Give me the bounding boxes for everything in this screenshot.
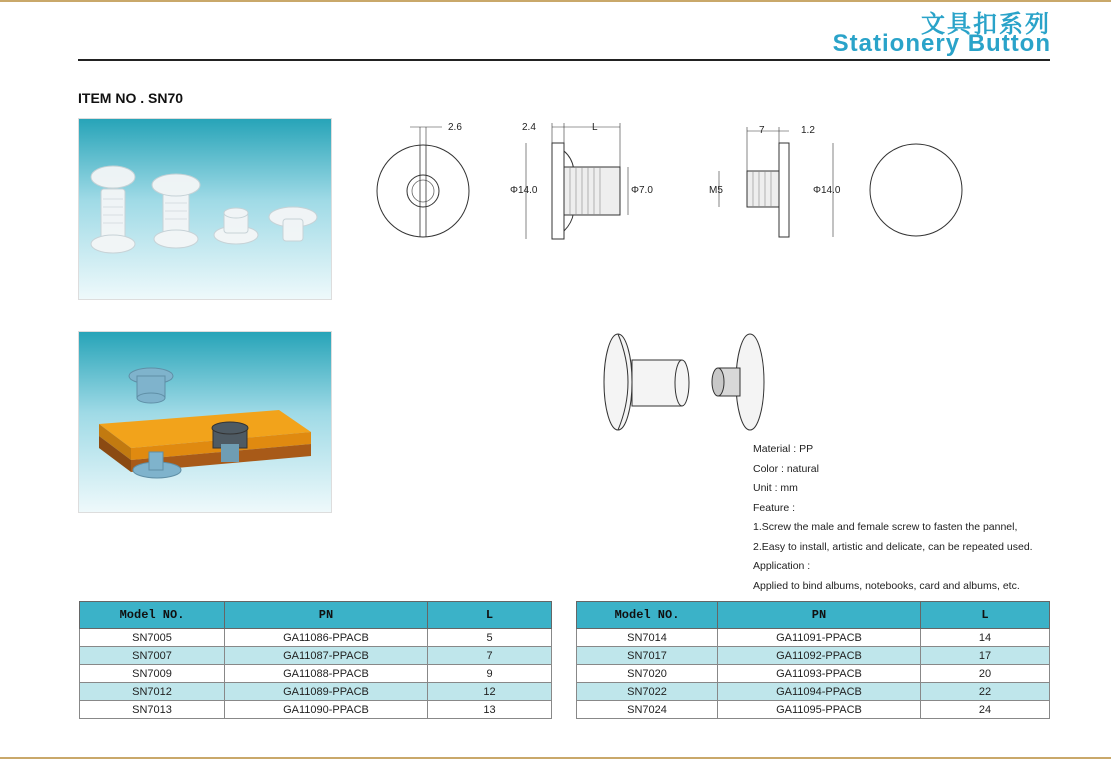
- table-row: [80, 629, 552, 647]
- product-photo: [78, 118, 332, 300]
- cell-l: 20: [921, 665, 1050, 683]
- front-dim-label: 2.6: [448, 122, 462, 133]
- side-dim-shank-diameter: Φ7.0: [631, 185, 653, 196]
- cell-pn: GA11087-PPACB: [225, 647, 428, 665]
- model-table-left: [79, 601, 552, 719]
- cell-model: SN7020: [577, 665, 718, 683]
- cell-l: 12: [428, 683, 552, 701]
- male-dim-head: 1.2: [801, 125, 815, 136]
- table-row: [80, 665, 552, 683]
- cell-pn: GA11093-PPACB: [718, 665, 921, 683]
- feature-title: Feature :: [753, 501, 796, 514]
- header-l: L: [921, 602, 1050, 629]
- material-text: Material : PP: [753, 443, 814, 455]
- cell-l: 22: [921, 683, 1050, 701]
- application-title: Application :: [753, 560, 811, 572]
- cell-model: SN7005: [80, 629, 225, 647]
- cell-pn: GA11091-PPACB: [718, 629, 921, 647]
- header-model: Model NO.: [80, 602, 225, 629]
- cell-pn: GA11092-PPACB: [718, 647, 921, 665]
- cell-l: 9: [428, 665, 552, 683]
- header-pn: PN: [718, 602, 921, 629]
- cell-l: 13: [428, 701, 552, 719]
- male-dim-head-diameter: Φ14.0: [813, 185, 841, 196]
- bottom-border: [0, 757, 1111, 759]
- cell-pn: GA11095-PPACB: [718, 701, 921, 719]
- table-row: [577, 683, 1050, 701]
- side-view-drawing: [510, 115, 670, 245]
- table-row: [80, 647, 552, 665]
- cell-pn: GA11088-PPACB: [225, 665, 428, 683]
- male-dim-thread: M5: [709, 185, 723, 196]
- cell-model: SN7022: [577, 683, 718, 701]
- screw-3d-rendering: [600, 330, 780, 440]
- cell-l: 17: [921, 647, 1050, 665]
- cell-pn: GA11090-PPACB: [225, 701, 428, 719]
- feature-1: 1.Screw the male and female screw to fasten the pannel,: [753, 521, 1018, 533]
- side-dim-head: 2.4: [522, 122, 536, 133]
- header-model: Model NO.: [577, 602, 718, 629]
- assembly-illustration: [78, 331, 332, 513]
- page-title-en: Stationery Button: [832, 30, 1051, 57]
- table-row: [80, 701, 552, 719]
- cell-l: 7: [428, 647, 552, 665]
- cell-model: SN7024: [577, 701, 718, 719]
- table-row: [577, 629, 1050, 647]
- cell-model: SN7014: [577, 629, 718, 647]
- cell-model: SN7013: [80, 701, 225, 719]
- application-text: Applied to bind albums, notebooks, card and albums, etc.: [753, 579, 1020, 592]
- unit-text: Unit : mm: [753, 482, 798, 494]
- cell-l: 14: [921, 629, 1050, 647]
- male-screw-drawing: [705, 115, 855, 245]
- cell-model: SN7007: [80, 647, 225, 665]
- cap-top-view-drawing: [866, 140, 966, 240]
- table-row: [577, 647, 1050, 665]
- cell-pn: GA11089-PPACB: [225, 683, 428, 701]
- table-row: [577, 701, 1050, 719]
- table-row: [80, 683, 552, 701]
- side-dim-head-diameter: Φ14.0: [510, 185, 538, 196]
- top-border: [0, 0, 1111, 2]
- cell-l: 24: [921, 701, 1050, 719]
- table-row: [577, 665, 1050, 683]
- cell-l: 5: [428, 629, 552, 647]
- cell-model: SN7012: [80, 683, 225, 701]
- color-text: Color : natural: [753, 462, 819, 475]
- header-pn: PN: [225, 602, 428, 629]
- cell-model: SN7017: [577, 647, 718, 665]
- item-number: ITEM NO . SN70: [78, 90, 184, 106]
- feature-2: 2.Easy to install, artistic and delicate, can be repeated used.: [753, 540, 1033, 553]
- header-l: L: [428, 602, 552, 629]
- side-dim-length: L: [592, 122, 598, 133]
- front-view-drawing: [376, 115, 472, 245]
- product-specifications: [753, 440, 1033, 596]
- male-dim-length: 7: [759, 125, 765, 136]
- cell-pn: GA11086-PPACB: [225, 629, 428, 647]
- cell-pn: GA11094-PPACB: [718, 683, 921, 701]
- page-title-cn: 文具扣系列: [921, 10, 1051, 38]
- model-table-right: [576, 601, 1050, 719]
- cell-model: SN7009: [80, 665, 225, 683]
- header-rule: [78, 59, 1050, 61]
